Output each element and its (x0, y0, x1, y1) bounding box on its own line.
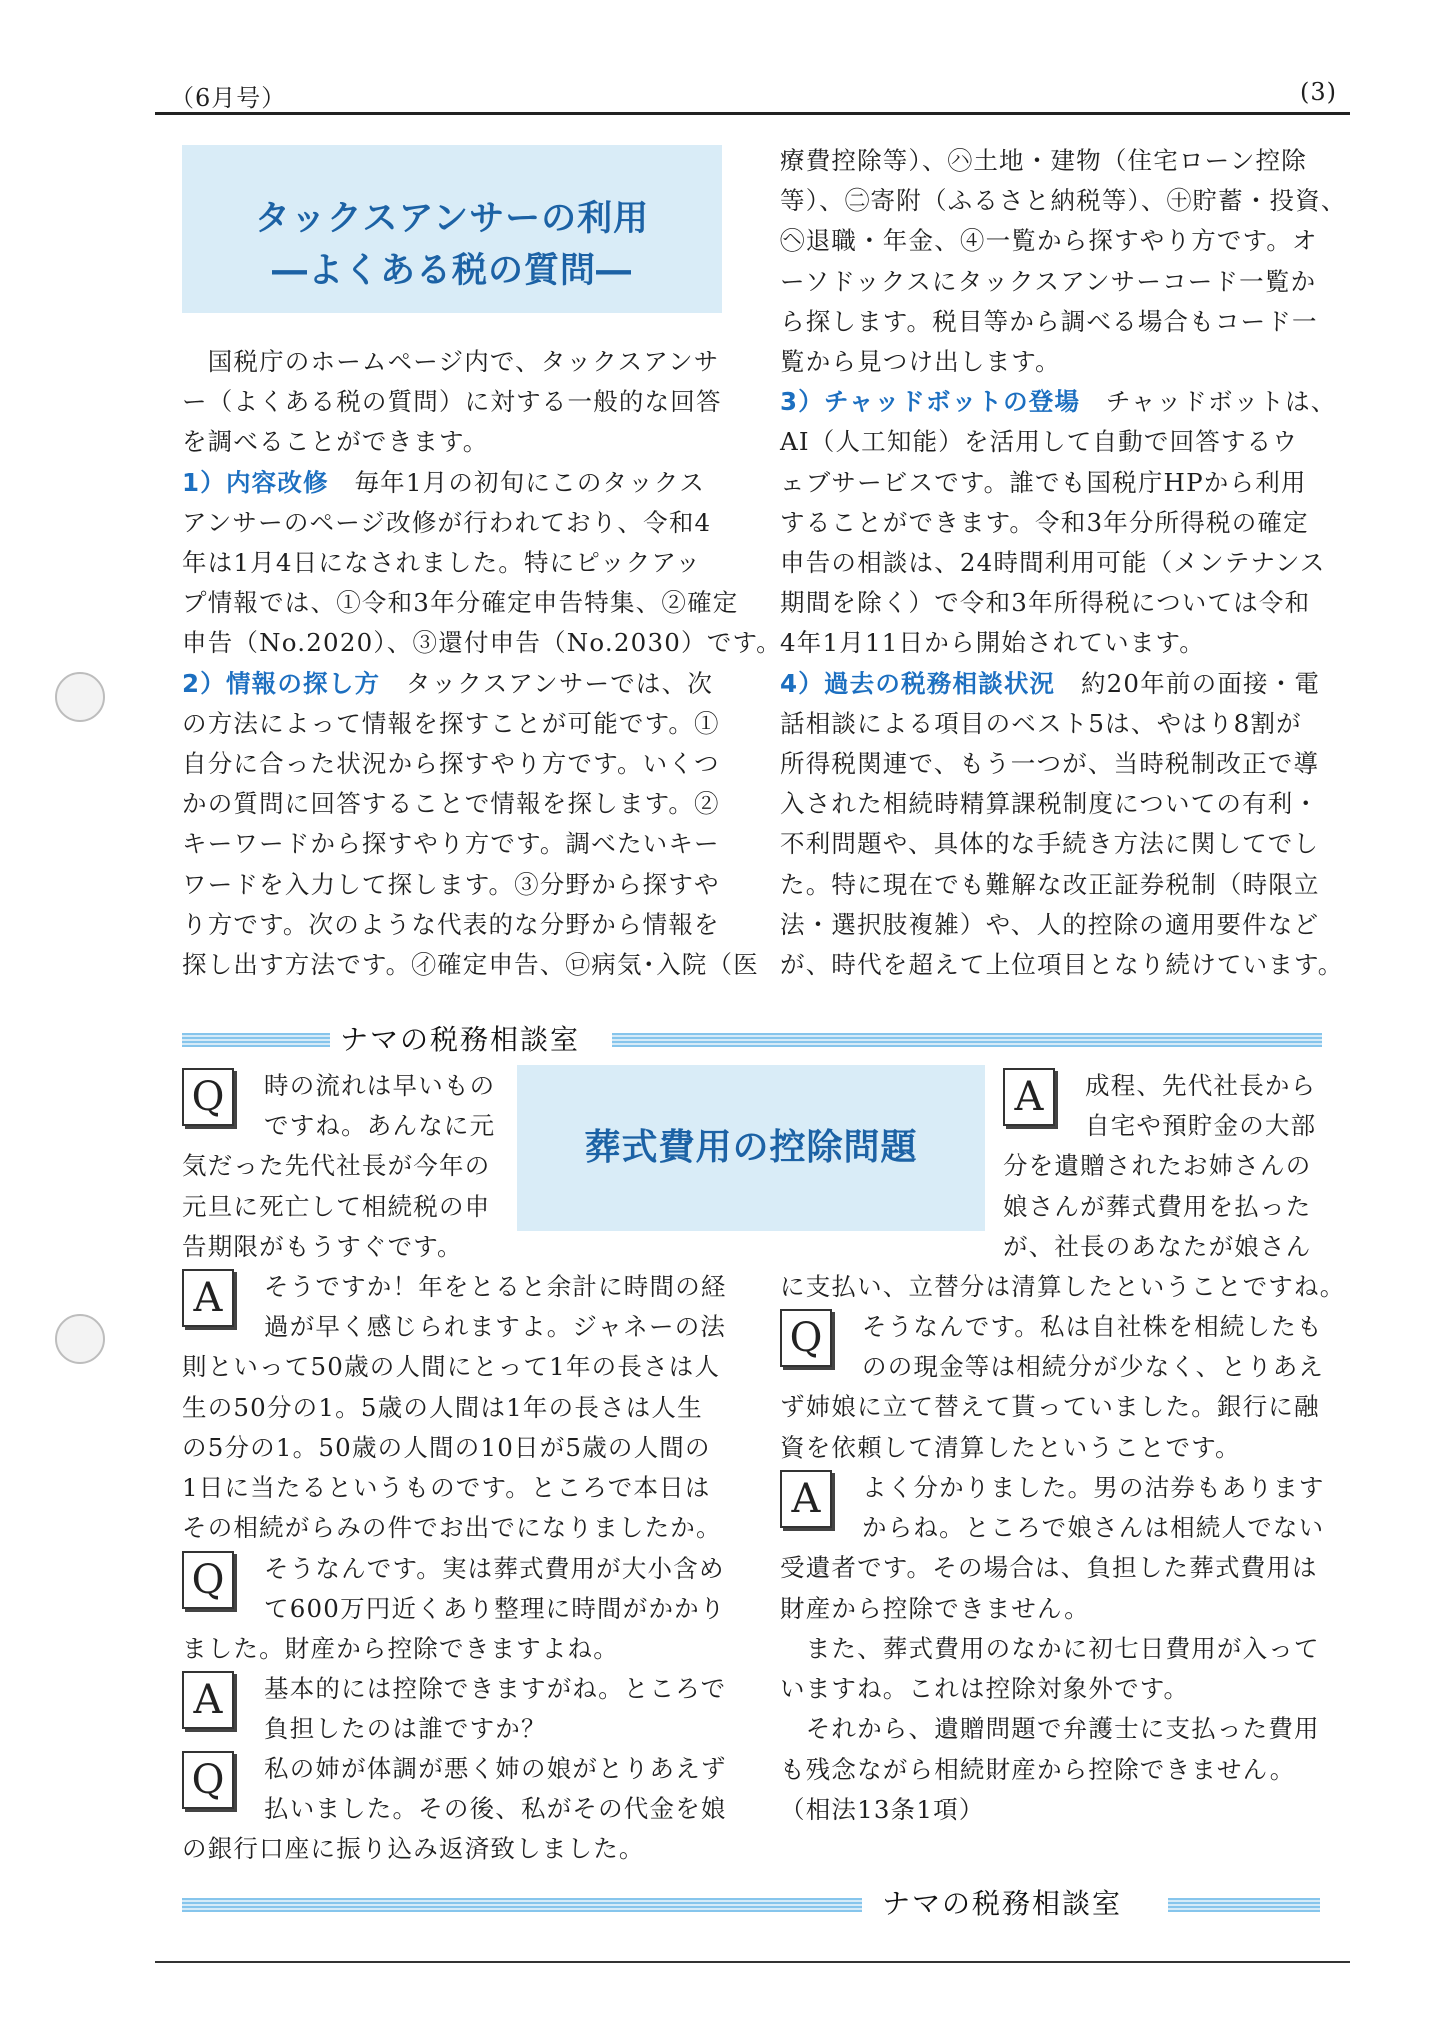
qa-line: それから、遺贈問題で弁護士に支払った費用 (780, 1714, 1320, 1744)
qa-line: そうですか！年をとると余計に時間の経 (264, 1272, 727, 1301)
article-right-line: ェブサービスです。誰でも国税庁HPから利用 (780, 467, 1307, 497)
qa-line: そうなんです。実は葬式費用が大小含め (264, 1554, 725, 1583)
answer-mark-box: A (780, 1470, 832, 1528)
article-right-line: た。特に現在でも難解な改正証券税制（時限立 (780, 869, 1320, 899)
qa-line: 自宅や預貯金の大部 (1085, 1111, 1317, 1141)
article-right-line: が、時代を超えて上位項目となり続けています。 (780, 950, 1344, 979)
subheading-text: 約20年前の面接・電 (1055, 668, 1321, 698)
qa-line: 基本的には控除できますがね。ところで (264, 1674, 727, 1703)
qa-line: 資を依頼して清算したということです。 (780, 1432, 1241, 1462)
question-mark-box: Q (182, 1068, 234, 1126)
subheading-text: 毎年1月の初旬にこのタックス (328, 467, 706, 497)
article-right-line: ㋬退職・年金、④一覧から探すやり方です。オ (780, 226, 1318, 256)
qa-line: 娘さんが葬式費用を払った (1003, 1191, 1312, 1221)
qa-line: 告期限がもうすぐです。 (182, 1231, 463, 1261)
qa-line: 時の流れは早いもの (264, 1071, 496, 1100)
article-right-line: ーソドックスにタックスアンサーコード一覧か (780, 266, 1317, 296)
article-left-line: 年は1月4日になされました。特にピックアッ (182, 548, 702, 577)
article-right-line: 不利問題や、具体的な手続き方法に関してでし (780, 829, 1320, 859)
qa-line: 負担したのは誰ですか？ (264, 1714, 547, 1744)
subheading: 2）情報の探し方 (182, 668, 381, 698)
footer-rule (155, 1961, 1350, 1963)
qa-line: その相続がらみの件でお出でになりましたか。 (182, 1513, 722, 1543)
question-mark-box: Q (182, 1551, 234, 1609)
article-right-line: 期間を除く）で令和3年所得税については令和 (780, 588, 1311, 618)
article-right-line: ら探します。税目等から調べる場合もコード一 (780, 306, 1318, 336)
qa-line: 元旦に死亡して相続税の申 (182, 1191, 491, 1221)
answer-mark-box: A (1003, 1068, 1055, 1126)
section-label: ナマの税務相談室 (330, 1018, 590, 1058)
qa-line: 生の50分の1。5歳の人間は1年の長さは人生 (182, 1392, 703, 1422)
qa-line: （相法13条1項） (780, 1794, 985, 1824)
subheading: 4）過去の税務相談状況 (780, 668, 1056, 698)
qa-line: 受遺者です。その場合は、負担した葬式費用は (780, 1553, 1318, 1583)
qa-line: 過が早く感じられますよ。ジャネーの法 (264, 1312, 727, 1342)
article-left-line: 自分に合った状況から探すやり方です。いくつ (182, 749, 720, 778)
qa-line: の銀行口座に振り込み返済致しました。 (182, 1834, 645, 1864)
qa-line: が、社長のあなたが娘さん (1003, 1231, 1312, 1261)
answer-mark-box: A (182, 1269, 234, 1327)
qa-line: 1日に当たるというものです。ところで本日は (182, 1473, 711, 1502)
qa-line: 成程、先代社長から (1085, 1071, 1317, 1100)
issue-label: （6月号） (170, 84, 287, 112)
question-mark-box: Q (780, 1309, 832, 1367)
subheading: 1）内容改修 (182, 467, 329, 497)
article-left-line: 探し出す方法です。㋑確定申告、㋺病気･入院（医 (182, 950, 759, 979)
qa-line: ました。財産から控除できますよね。 (182, 1634, 619, 1664)
article-right-line: 申告の相談は、24時間利用可能（メンテナンス (780, 548, 1326, 577)
article-left-line: の方法によって情報を探すことが可能です。① (182, 708, 720, 738)
qa-line: からね。ところで娘さんは相続人でない (862, 1513, 1325, 1543)
footer-label: ナマの税務相談室 (872, 1882, 1132, 1922)
subheading-text: チャッドボットは、 (1080, 387, 1337, 417)
qa-line: て600万円近くあり整理に時間がかかり (264, 1594, 726, 1624)
article-right-line: 法・選択肢複雑）や、人的控除の適用要件など (780, 909, 1320, 939)
qa-line: 分を遺贈されたお姉さんの (1003, 1151, 1312, 1181)
question-mark-box: Q (182, 1751, 234, 1809)
qa-line: 払いました。その後、私がその代金を娘 (264, 1794, 727, 1824)
qa-line: も残念ながら相続財産から控除できません。 (780, 1754, 1296, 1784)
article-left-line: アンサーのページ改修が行われており、令和4 (182, 507, 712, 537)
qa-line: の5分の1。50歳の人間の10日が5歳の人間の (182, 1432, 711, 1462)
article-right-line: 話相談による項目のベスト5は、やはり8割が (780, 708, 1302, 738)
subheading: 3）チャッドボットの登場 (780, 387, 1081, 417)
qa-line: に支払い、立替分は清算したということですね。 (780, 1272, 1346, 1301)
answer-mark-box: A (182, 1671, 234, 1729)
qa-line: のの現金等は相続分が少なく、とりあえ (862, 1352, 1325, 1382)
qa-line: 私の姉が体調が悪く姉の娘がとりあえず (264, 1754, 727, 1783)
page-number: (3) (1300, 78, 1337, 106)
qa-line: 財産から控除できません。 (780, 1593, 1090, 1623)
footer-band-right (1168, 1898, 1320, 1912)
qa-line: 則といって50歳の人間にとって1年の長さは人 (182, 1352, 721, 1382)
article-right-line: AI（人工知能）を活用して自動で回答するウ (780, 427, 1299, 457)
qa-line: また、葬式費用のなかに初七日費用が入って (780, 1634, 1320, 1663)
article-right-line: 入された相続時精算課税制度についての有利・ (780, 789, 1320, 819)
article-right-line: 所得税関連で、もう一つが、当時税制改正で導 (780, 749, 1320, 778)
article-left-line: ー（よくある税の質問）に対する一般的な回答 (182, 387, 722, 417)
subheading-text: タックスアンサーでは、次 (380, 668, 714, 698)
article-right-line: 4年1月11日から開始されています。 (780, 628, 1205, 658)
article-right-line: 覧から見つけ出します。 (780, 347, 1061, 376)
qa-line: よく分かりました。男の沽券もあります (862, 1473, 1325, 1502)
footer-band-left (182, 1898, 862, 1912)
article-left-line: プ情報では、①令和3年分確定申告特集、②確定 (182, 588, 739, 618)
article-right-line: 療費控除等）、㋩土地・建物（住宅ローン控除 (780, 146, 1307, 175)
qa-line: いますね。これは控除対象外です。 (780, 1674, 1190, 1704)
article-left-line: り方です。次のような代表的な分野から情報を (182, 909, 720, 939)
article-left-line: を調べることができます。 (182, 427, 489, 457)
article-left-line: キーワードから探すやり方です。調べたいキー (182, 829, 720, 859)
article-left-line: 国税庁のホームページ内で、タックスアンサ (182, 347, 720, 376)
qa-line: 気だった先代社長が今年の (182, 1151, 491, 1181)
article-right-line: することができます。令和3年分所得税の確定 (780, 507, 1309, 537)
qa-line: そうなんです。私は自社株を相続したも (862, 1312, 1323, 1341)
qa-line: ず姉娘に立て替えて貰っていました。銀行に融 (780, 1392, 1320, 1422)
article-left-line: 申告（No.2020）、③還付申告（No.2030）です。 (182, 628, 782, 658)
article-left-line: かの質問に回答することで情報を探します。② (182, 789, 720, 819)
article-left-line: ワードを入力して探します。③分野から探すや (182, 869, 720, 899)
qa-title: 葬式費用の控除問題 (517, 1065, 985, 1231)
article-title: タックスアンサーの利用 (254, 199, 650, 239)
qa-line: ですね。あんなに元 (264, 1111, 496, 1141)
article-right-line: 等）、㊁寄附（ふるさと納税等）、㊉貯蓄・投資、 (780, 186, 1347, 216)
article-subtitle: ―よくある税の質問― (271, 251, 632, 291)
